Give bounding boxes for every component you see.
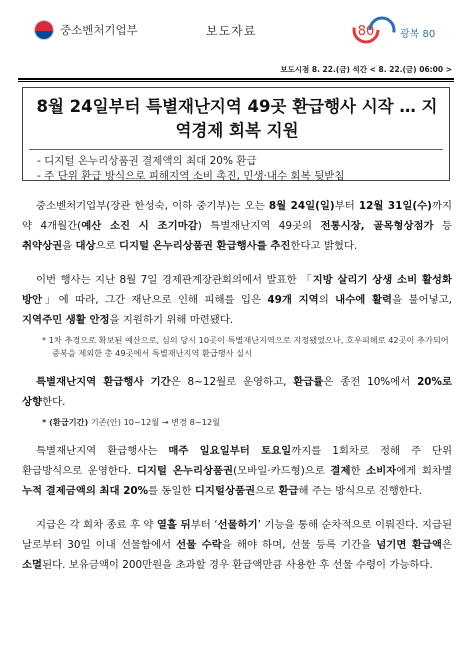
header [0, 0, 472, 86]
paragraph-1: 중소벤처기업부(장관 한성숙, 이하 중기부)는 오는 8월 24일(일)부터 12월 31일(수)까지 약 4개월간(예산 소진 시 조기마감) 특별재난지역 49곳의 전통시장, 골목형상점가 등 취약상권을 대상으로 디지털 온누리상품권 환급행사를 추진한다고 밝혔다. [22, 200, 453, 252]
anniversary-text: 광복 80 [400, 29, 436, 40]
article-body [22, 196, 452, 575]
paragraph-2: 이번 행사는 지난 8월 7일 경제관계장관회의에서 발표한 「지방 살리기 상생 소비 활성화 방안」에 따라, 그간 재난으로 인해 피해를 입은 49개 지역의 내수에 활력을 불어넣고, 지역주민 생활 안정을 지원하기 위해 마련됐다. [22, 274, 452, 326]
title-box [22, 87, 450, 181]
header-rule-thick [18, 78, 454, 80]
subtitle-1: - 디지털 온누리상품권 결제액의 최대 20% 환급 [37, 155, 257, 167]
doc-type-label: 보도자료 [206, 24, 257, 38]
footnote-2: * (환급기간) 기존(안) 10~12월 → 변경 8~12월 [42, 417, 221, 427]
paragraph-4: 특별재난지역 환급행사는 매주 일요일부터 토요일까지를 1회차로 정해 주 단위 환급방식으로 운영한다. 디지털 온누리상품권(모바일·카드형)으로 결제한 소비자에게 회차별 누적 결제금액의 최대 20%를 동일한 디지털상품권으로 환급해 주는 방식으로 진행한다. [22, 445, 453, 497]
page-title: 8월 24일부터 특별재난지역 49곳 환급행사 시작 … 지역경제 회복 지원 [36, 97, 438, 140]
embargo-time: 보도시점 8. 22.(금) 석간 < 8. 22.(금) 06:00 > [280, 65, 452, 74]
anniversary-number: 80 [357, 24, 375, 39]
taeguk-icon [34, 20, 54, 40]
header-rule-thin [18, 81, 454, 82]
title-divider [29, 149, 443, 150]
paragraph-5: 지급은 각 회차 종료 후 약 열흘 뒤부터 ‘선물하기’ 기능을 통해 순차적으로 이뤄진다. 지급된 날로부터 30일 이내 선물함에서 선물 수락을 해야 하며, 선물 등록 기간을 넘기면 환급액은 소멸된다. 보유금액이 200만원을 초과할 경우 환급액만큼 사용한 후 선물 수령이 가능하다. [22, 519, 452, 571]
ministry-name: 중소벤처기업부 [60, 23, 138, 37]
ministry-logo [34, 20, 138, 40]
paragraph-3: 특별재난지역 환급행사 기간은 8~12월로 운영하고, 환급률은 종전 10%에서 20%로 상향한다. [22, 376, 452, 408]
footnote-1: * 1차 추경으로 확보된 예산으로, 심의 당시 10곳이 특별재난지역으로 지정됐었으나, 호우피해로 42곳이 추가되어 중복을 제외한 총 49곳에서 특별재난지역 환급행사 실시 [42, 335, 449, 358]
subtitle-2: - 주 단위 환급 방식으로 피해지역 소비 촉진, 민생·내수 회복 뒷받침 [37, 170, 345, 182]
